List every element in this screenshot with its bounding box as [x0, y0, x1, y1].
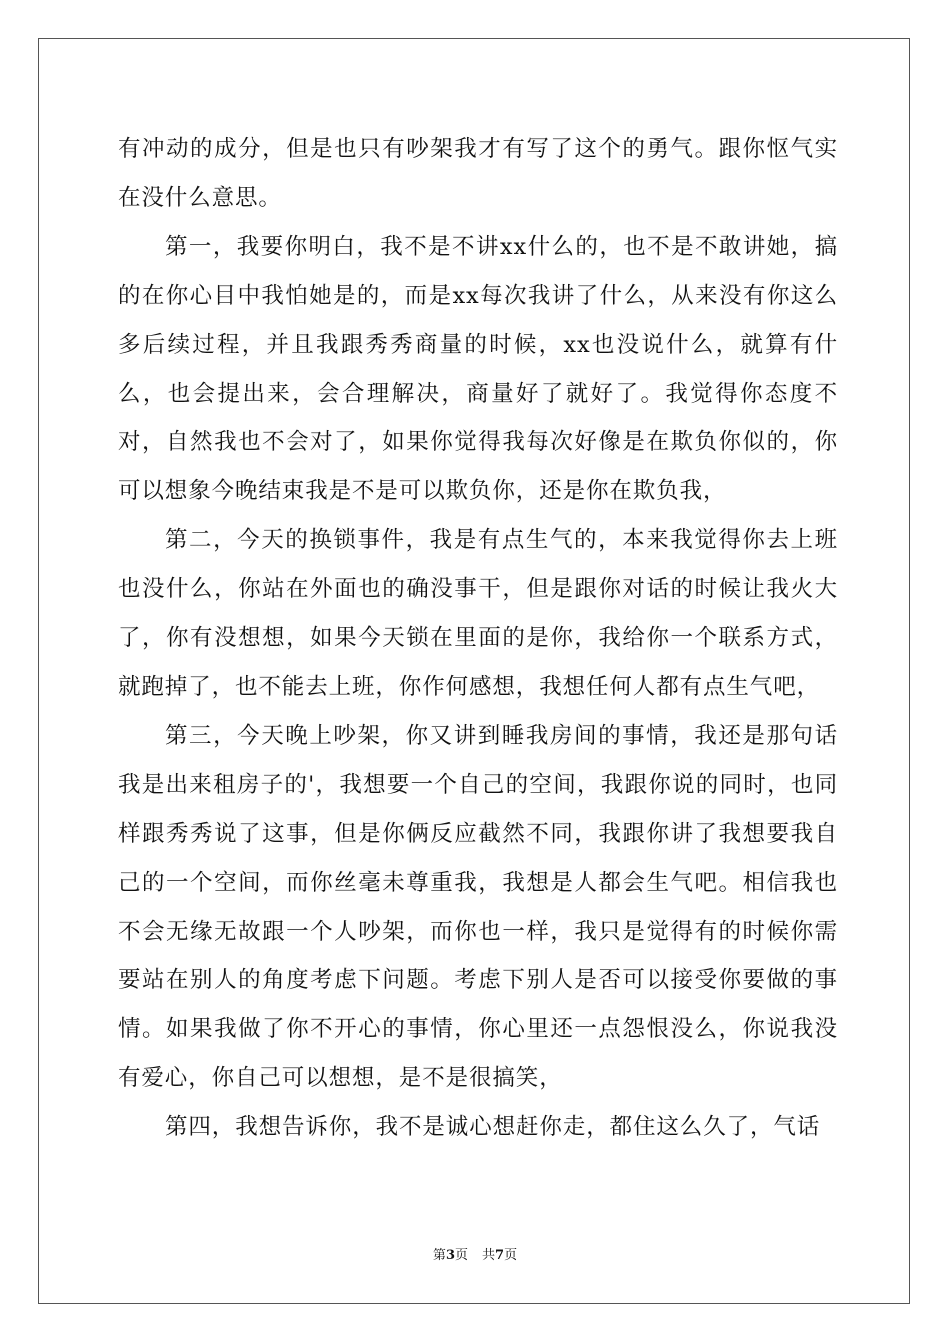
- paragraph-first-point: 第一，我要你明白，我不是不讲xx什么的，也不是不敢讲她，搞的在你心目中我怕她是的，而是xx每次我讲了什么，从来没有你这么多后续过程，并且我跟秀秀商量的时候，xx也没说什么，就算有什么，也会提出来，会合理解决，商量好了就好了。我觉得你态度不对，自然我也不会对了，如果你觉得我每次好像是在欺负你似的，你可以想象今晚结束我是不是可以欺负你，还是你在欺负我，: [118, 233, 838, 505]
- paragraph-fourth-point: 第四，我想告诉你，我不是诚心想赶你走，都住这么久了，气话: [165, 1114, 821, 1141]
- total-prefix: 共: [482, 1248, 496, 1263]
- page-suffix: 页: [454, 1248, 468, 1263]
- current-page-number: 3: [445, 1248, 455, 1263]
- paragraph-second-point: 第二，今天的换锁事件，我是有点生气的，本来我觉得你去上班也没什么，你站在外面也的确没事干，但是跟你对话的时候让我火大了，你有没想想，如果今天锁在里面的是你，我给你一个联系方式，就跑掉了，也不能去上班，你作何感想，我想任何人都有点生气吧，: [118, 527, 838, 700]
- document-body: [118, 125, 838, 1152]
- paragraph-continuation: 有冲动的成分，但是也只有吵架我才有写了这个的勇气。跟你怄气实在没什么意思。: [118, 136, 838, 211]
- page-prefix: 第: [432, 1248, 446, 1263]
- total-page-number: 7: [495, 1248, 505, 1263]
- page-footer: [0, 1248, 950, 1264]
- paragraph-third-point: 第三，今天晚上吵架，你又讲到睡我房间的事情，我还是那句话我是出来租房子的'，我想要一个自己的空间，我跟你说的同时，也同样跟秀秀说了这事，但是你俩反应截然不同，我跟你讲了我想要我自己的一个空间，而你丝毫未尊重我，我想是人都会生气吧。相信我也不会无缘无故跟一个人吵架，而你也一样，我只是觉得有的时候你需要站在别人的角度考虑下问题。考虑下别人是否可以接受你要做的事情。如果我做了你不开心的事情，你心里还一点怨恨没么，你说我没有爱心，你自己可以想想，是不是很搞笑，: [118, 722, 838, 1092]
- total-suffix: 页: [504, 1248, 518, 1263]
